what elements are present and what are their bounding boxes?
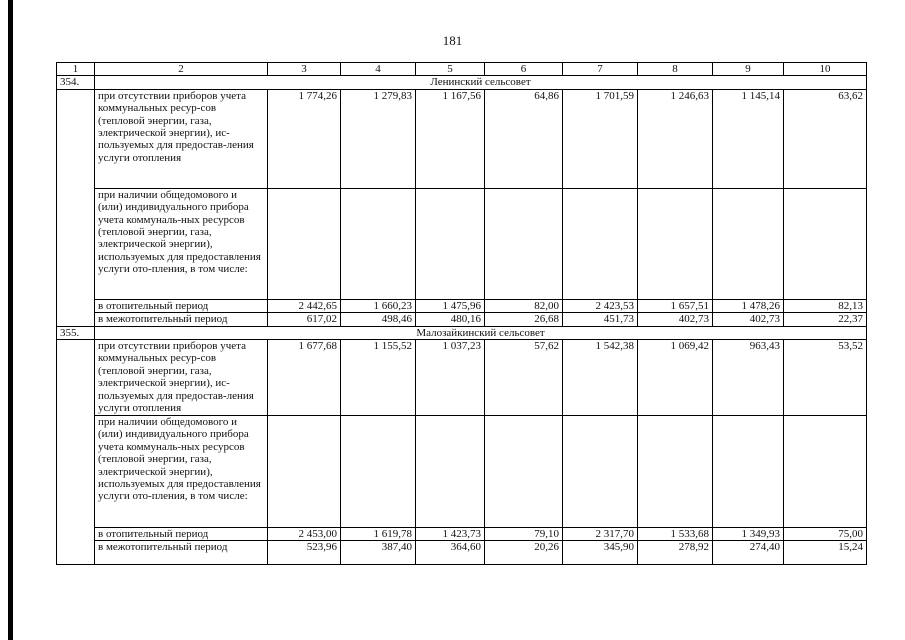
table-row bbox=[57, 528, 867, 541]
header-cell: 9 bbox=[713, 63, 784, 76]
blank-cell bbox=[638, 188, 713, 299]
table-row bbox=[57, 299, 867, 312]
header-cell: 3 bbox=[268, 63, 341, 76]
blank-cell bbox=[713, 188, 784, 299]
header-cell: 4 bbox=[341, 63, 416, 76]
row-label: при наличии общедомового и (или) индивидуального прибора учета коммуналь-ных ресурсов (тепловой энергии, газа, электрической энергии), используемых для предоставления услуги ото-пления, в том числе: bbox=[95, 416, 268, 528]
header-cell: 6 bbox=[485, 63, 563, 76]
section-number: 354. bbox=[57, 76, 95, 89]
section-title: Ленинский сельсовет bbox=[95, 76, 867, 89]
header-cell: 10 bbox=[784, 63, 867, 76]
header-cell: 8 bbox=[638, 63, 713, 76]
blank-cell bbox=[268, 416, 341, 528]
table-row bbox=[57, 541, 867, 565]
value-cell: 1 167,56 bbox=[416, 89, 485, 188]
header-cell: 5 bbox=[416, 63, 485, 76]
value-cell: 345,90 bbox=[563, 541, 638, 565]
row-label: при отсутствии приборов учета коммунальных ресур-сов (тепловой энергии, газа, электрической энергии), ис-пользуемых для предостав-ления услуги отопления bbox=[95, 89, 268, 188]
blank-cell bbox=[563, 416, 638, 528]
row-label: в межотопительный период bbox=[95, 541, 268, 565]
value-cell: 480,16 bbox=[416, 313, 485, 326]
value-cell: 63,62 bbox=[784, 89, 867, 188]
blank-cell bbox=[784, 416, 867, 528]
value-cell: 75,00 bbox=[784, 528, 867, 541]
value-cell: 1 619,78 bbox=[341, 528, 416, 541]
value-cell: 387,40 bbox=[341, 541, 416, 565]
value-cell: 2 423,53 bbox=[563, 299, 638, 312]
header-cell: 2 bbox=[95, 63, 268, 76]
value-cell: 451,73 bbox=[563, 313, 638, 326]
value-cell: 1 155,52 bbox=[341, 340, 416, 416]
value-cell: 1 774,26 bbox=[268, 89, 341, 188]
blank-cell bbox=[57, 89, 95, 326]
section-title-row bbox=[57, 326, 867, 339]
value-cell: 79,10 bbox=[485, 528, 563, 541]
row-label: в отопительный период bbox=[95, 299, 268, 312]
blank-cell bbox=[341, 188, 416, 299]
value-cell: 1 701,59 bbox=[563, 89, 638, 188]
table-row bbox=[57, 340, 867, 416]
value-cell: 1 542,38 bbox=[563, 340, 638, 416]
value-cell: 1 145,14 bbox=[713, 89, 784, 188]
value-cell: 1 677,68 bbox=[268, 340, 341, 416]
row-label: в межотопительный период bbox=[95, 313, 268, 326]
section-number: 355. bbox=[57, 326, 95, 339]
blank-cell bbox=[563, 188, 638, 299]
value-cell: 364,60 bbox=[416, 541, 485, 565]
blank-cell bbox=[485, 416, 563, 528]
value-cell: 1 533,68 bbox=[638, 528, 713, 541]
table-row bbox=[57, 89, 867, 188]
blank-cell bbox=[784, 188, 867, 299]
scan-edge-bar bbox=[8, 0, 13, 640]
value-cell: 963,43 bbox=[713, 340, 784, 416]
page-number: 181 bbox=[442, 33, 463, 48]
value-cell: 20,26 bbox=[485, 541, 563, 565]
value-cell: 57,62 bbox=[485, 340, 563, 416]
header-cell: 1 bbox=[57, 63, 95, 76]
value-cell: 1 423,73 bbox=[416, 528, 485, 541]
value-cell: 1 037,23 bbox=[416, 340, 485, 416]
value-cell: 2 453,00 bbox=[268, 528, 341, 541]
value-cell: 1 349,93 bbox=[713, 528, 784, 541]
value-cell: 2 442,65 bbox=[268, 299, 341, 312]
value-cell: 53,52 bbox=[784, 340, 867, 416]
value-cell: 82,00 bbox=[485, 299, 563, 312]
blank-cell bbox=[268, 188, 341, 299]
value-cell: 1 657,51 bbox=[638, 299, 713, 312]
value-cell: 402,73 bbox=[638, 313, 713, 326]
value-cell: 498,46 bbox=[341, 313, 416, 326]
value-cell: 402,73 bbox=[713, 313, 784, 326]
value-cell: 22,37 bbox=[784, 313, 867, 326]
blank-cell bbox=[638, 416, 713, 528]
row-label: при наличии общедомового и (или) индивидуального прибора учета коммуналь-ных ресурсов (тепловой энергии, газа, электрической энергии), используемых для предоставления услуги ото-пления, в том числе: bbox=[95, 188, 268, 299]
row-label: в отопительный период bbox=[95, 528, 268, 541]
header-cell: 7 bbox=[563, 63, 638, 76]
table-row bbox=[57, 313, 867, 326]
value-cell: 15,24 bbox=[784, 541, 867, 565]
value-cell: 82,13 bbox=[784, 299, 867, 312]
value-cell: 274,40 bbox=[713, 541, 784, 565]
row-label: при отсутствии приборов учета коммунальных ресур-сов (тепловой энергии, газа, электрической энергии), ис-пользуемых для предостав-ления услуги отопления bbox=[95, 340, 268, 416]
value-cell: 1 279,83 bbox=[341, 89, 416, 188]
blank-cell bbox=[416, 416, 485, 528]
header-row bbox=[57, 63, 867, 76]
value-cell: 278,92 bbox=[638, 541, 713, 565]
value-cell: 1 660,23 bbox=[341, 299, 416, 312]
blank-cell bbox=[57, 340, 95, 565]
blank-cell bbox=[416, 188, 485, 299]
table-row bbox=[57, 188, 867, 299]
tariff-table bbox=[56, 62, 867, 565]
value-cell: 26,68 bbox=[485, 313, 563, 326]
value-cell: 523,96 bbox=[268, 541, 341, 565]
value-cell: 1 478,26 bbox=[713, 299, 784, 312]
value-cell: 64,86 bbox=[485, 89, 563, 188]
value-cell: 617,02 bbox=[268, 313, 341, 326]
blank-cell bbox=[713, 416, 784, 528]
section-title: Малозайкинский сельсовет bbox=[95, 326, 867, 339]
section-title-row bbox=[57, 76, 867, 89]
blank-cell bbox=[485, 188, 563, 299]
value-cell: 2 317,70 bbox=[563, 528, 638, 541]
value-cell: 1 246,63 bbox=[638, 89, 713, 188]
table-row bbox=[57, 416, 867, 528]
value-cell: 1 475,96 bbox=[416, 299, 485, 312]
blank-cell bbox=[341, 416, 416, 528]
value-cell: 1 069,42 bbox=[638, 340, 713, 416]
